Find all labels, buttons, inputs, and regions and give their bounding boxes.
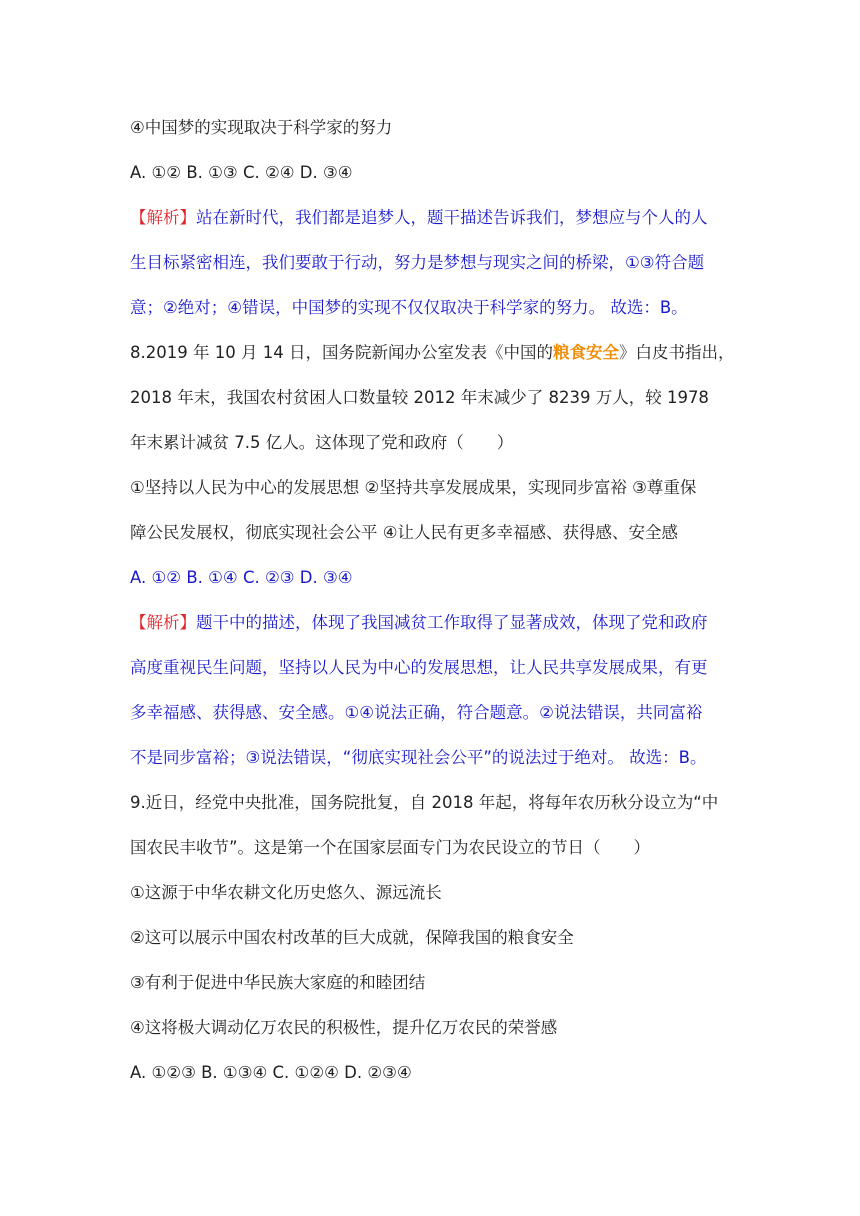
q8-analysis-line-3: 多幸福感、获得感、安全感。①④说法正确，符合题意。②说法错误，共同富裕 [130, 703, 703, 722]
q7-analysis-line-2: 生目标紧密相连，我们要敢于行动，努力是梦想与现实之间的桥梁，①③符合题 [130, 253, 705, 272]
q9-option-1: ①这源于中华农耕文化历史悠久、源远流长 [130, 883, 442, 902]
q8-stem-line-2: 2018 年末，我国农村贫困人口数量较 2012 年末减少了 8239 万人，较 1978 [130, 388, 709, 407]
q8-stem-text-1b: 》白皮书指出， [618, 343, 735, 362]
q9-option-3: ③有利于促进中华民族大家庭的和睦团结 [130, 973, 426, 992]
q8-choices: A. ①② B. ①④ C. ②③ D. ③④ [130, 568, 353, 587]
q7-analysis-line-1 [130, 207, 740, 229]
q8-analysis-line-2: 高度重视民生问题，坚持以人民为中心的发展思想，让人民共享发展成果，有更 [130, 658, 708, 677]
q9-stem-line-1: 9.近日，经党中央批准，国务院批复，自 2018 年起，将每年农历秋分设立为“中 [130, 793, 719, 812]
q8-analysis-text-1: 题干中的描述，体现了我国减贫工作取得了显著成效，体现了党和政府 [196, 613, 708, 632]
q9-stem-line-2: 国农民丰收节”。这是第一个在国家层面专门为农民设立的节日（ ） [130, 838, 651, 857]
q7-analysis-text-1: 站在新时代，我们都是追梦人，题干描述告诉我们，梦想应与个人的人 [196, 208, 708, 227]
q7-analysis-line-3: 意；②绝对；④错误，中国梦的实现不仅仅取决于科学家的努力。 故选：B。 [130, 298, 688, 317]
q8-stem-text-1a: 8.2019 年 10 月 14 日，国务院新闻办公室发表《中国的 [130, 343, 553, 362]
q8-options-line-1: ①坚持以人民为中心的发展思想 ②坚持共享发展成果，实现同步富裕 ③尊重保 [130, 478, 697, 497]
q9-choices: A. ①②③ B. ①③④ C. ①②④ D. ②③④ [130, 1063, 412, 1082]
q9-option-4: ④这将极大调动亿万农民的积极性，提升亿万农民的荣誉感 [130, 1018, 558, 1037]
q7-option-4: ④中国梦的实现取决于科学家的努力 [130, 118, 393, 137]
q7-analysis-tag: 【解析】 [130, 208, 196, 227]
q8-options-line-2: 障公民发展权，彻底实现社会公平 ④让人民有更多幸福感、获得感、安全感 [130, 523, 679, 542]
q9-option-2: ②这可以展示中国农村改革的巨大成就，保障我国的粮食安全 [130, 928, 574, 947]
q8-stem-highlight: 粮食安全 [552, 343, 619, 362]
q8-stem-line-3: 年末累计减贫 7.5 亿人。这体现了党和政府（ ） [130, 433, 514, 452]
q7-choices: A. ①② B. ①③ C. ②④ D. ③④ [130, 163, 353, 182]
q8-stem-line-1 [130, 342, 740, 364]
q8-analysis-line-1 [130, 612, 740, 634]
q8-analysis-line-4: 不是同步富裕；③说法错误，“彻底实现社会公平”的说法过于绝对。 故选：B。 [130, 748, 707, 767]
q8-analysis-tag: 【解析】 [130, 613, 196, 632]
